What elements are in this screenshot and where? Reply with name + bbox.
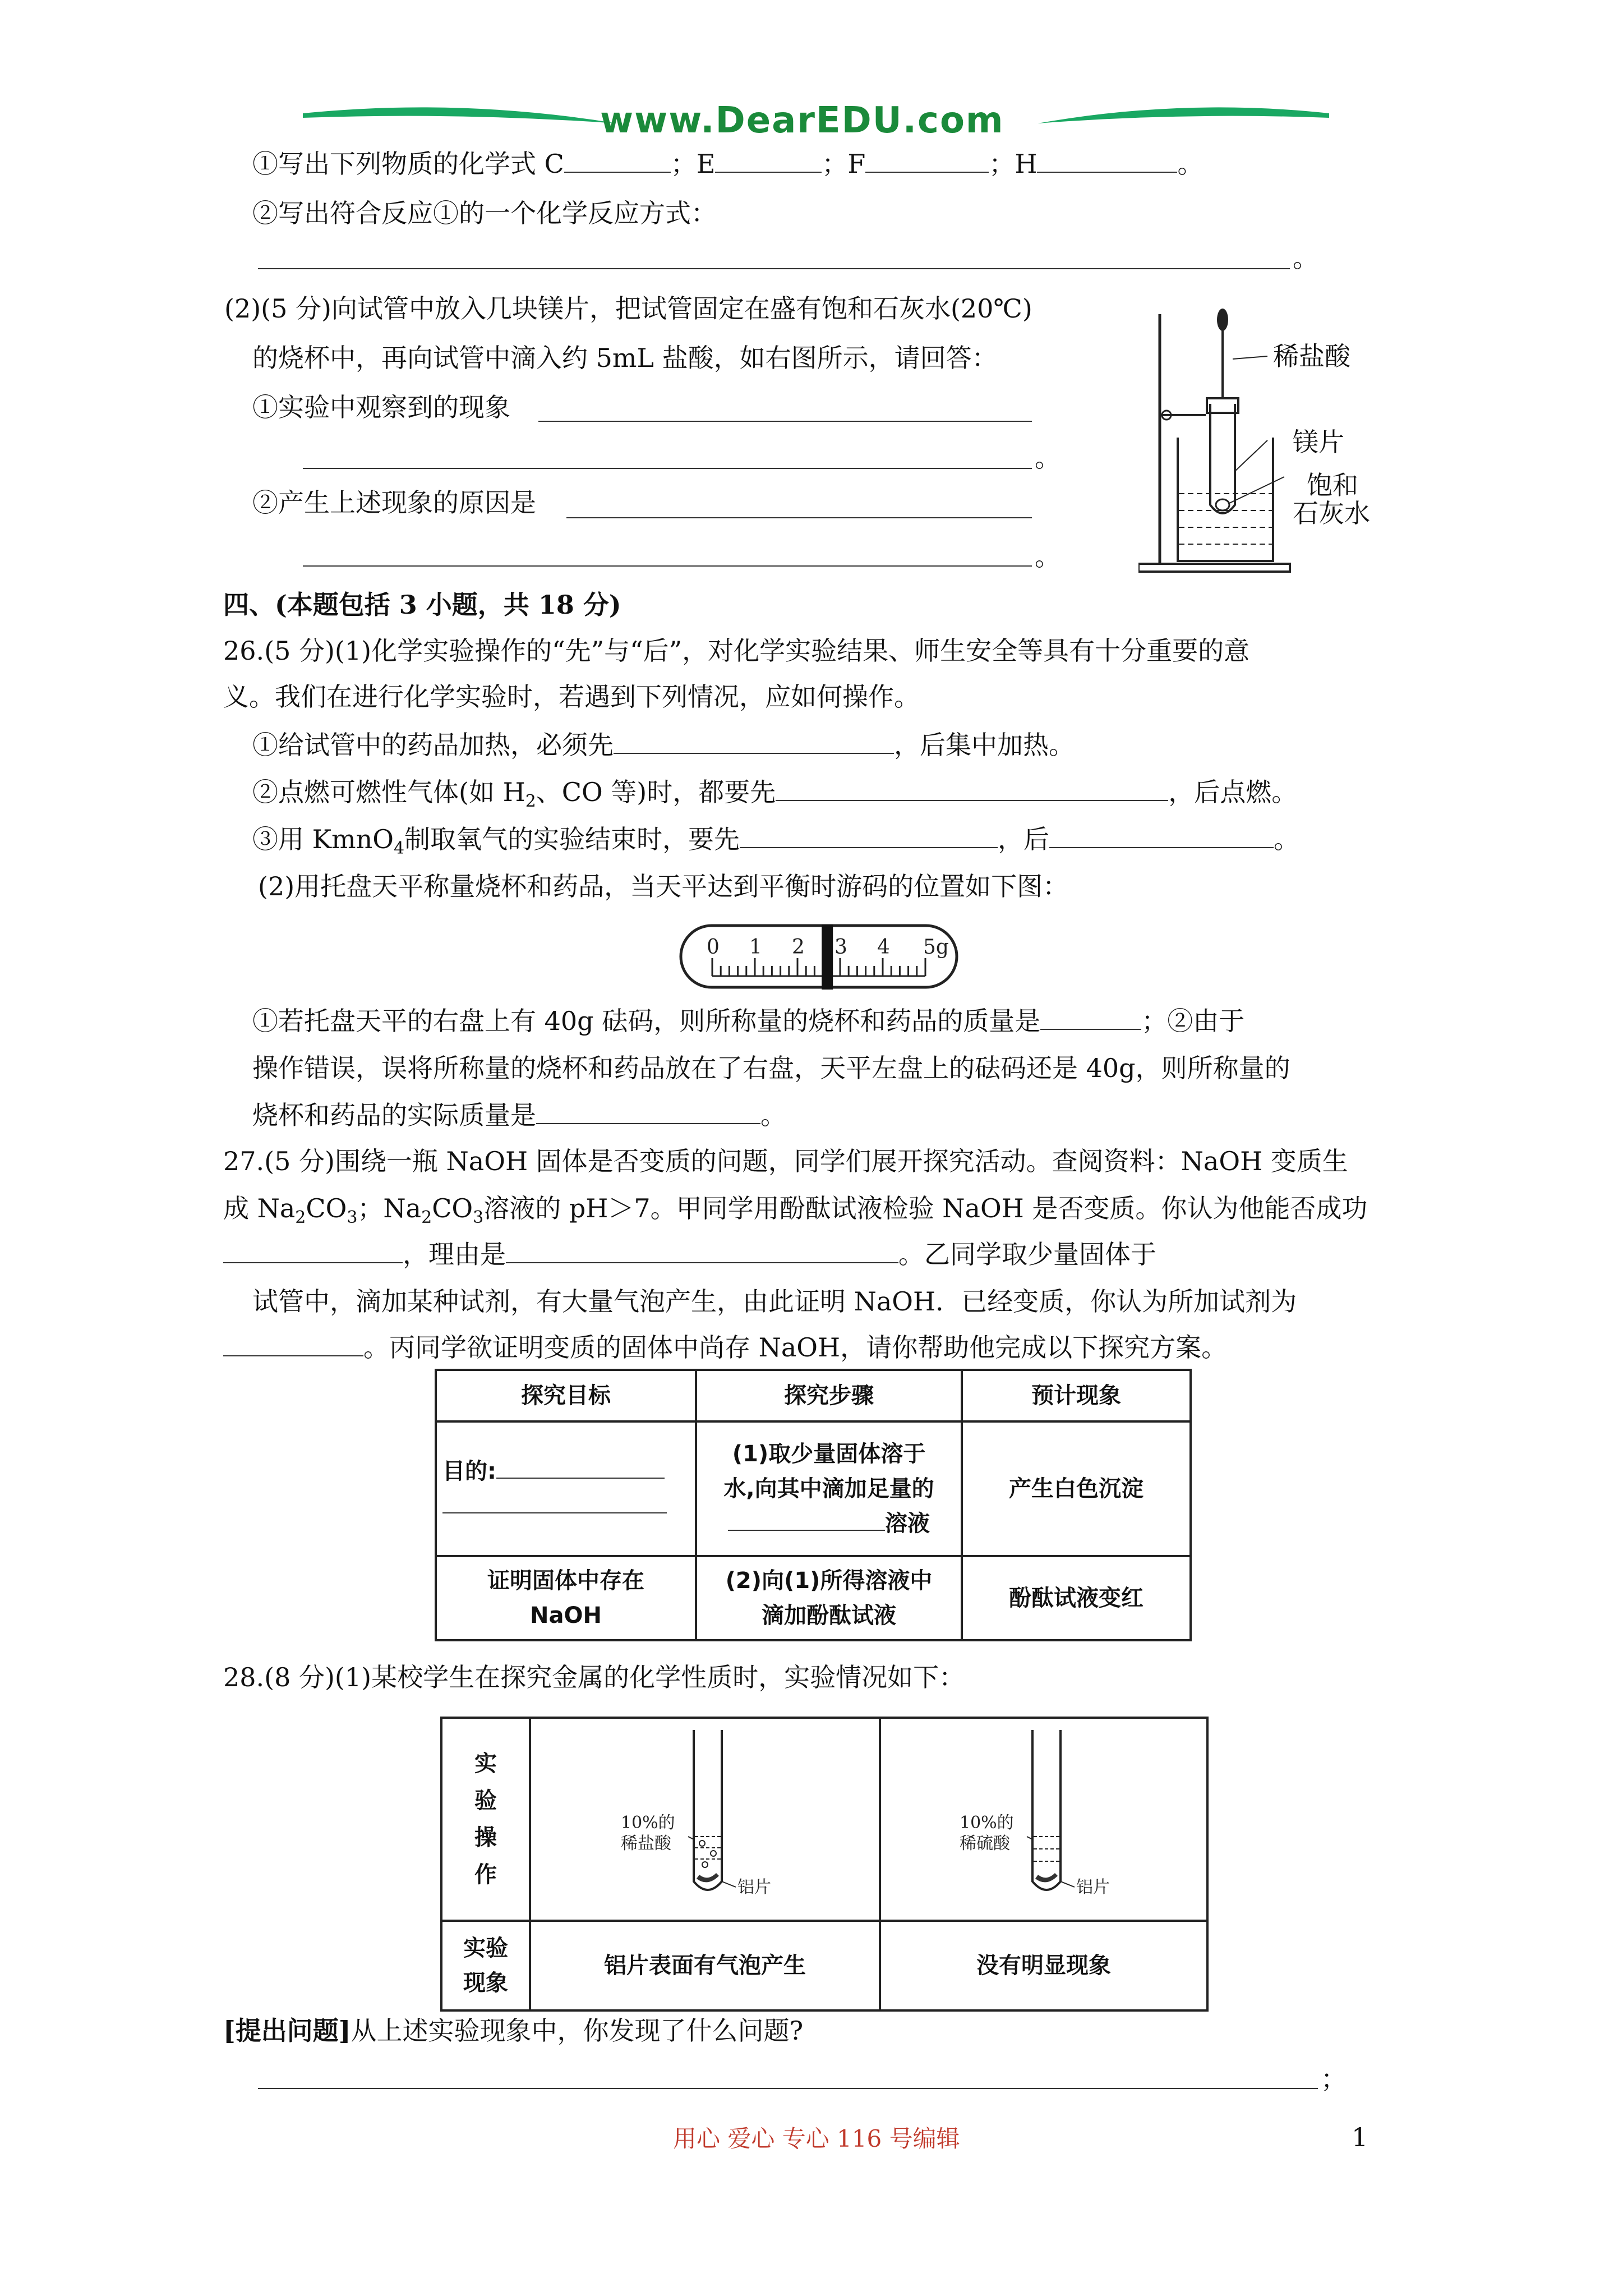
- scale-tick-label: 2: [792, 936, 805, 959]
- q26-line8: 操作错误，误将所称量的烧杯和药品放在了右盘，天平左盘上的砝码还是 40g，则所称量的: [252, 1053, 1290, 1083]
- q25-p2-line6-end: 。: [1035, 541, 1061, 572]
- q26-line3: ①给试管中的药品加热，必须先 ，后集中加热。: [252, 728, 1075, 762]
- q25-p2-line3: ①实验中观察到的现象: [252, 392, 510, 422]
- q27-line4: 试管中，滴加某种试剂，有大量气泡产生，由此证明 NaOH．已经变质，你认为所加试剂为: [252, 1286, 1297, 1317]
- q25-line2: ②写出符合反应①的一个化学反应方式：: [252, 198, 717, 228]
- q27-r1-step: (1)取少量固体溶于 水,向其中滴加足量的 溶液: [696, 1421, 962, 1556]
- q28-line1: 28.(8 分)(1)某校学生在探究金属的化学性质时，实验情况如下：: [223, 1662, 965, 1692]
- balance-rider-scale: [679, 920, 959, 993]
- header-swoosh-left: [303, 101, 617, 135]
- q26-line6: (2)用托盘天平称量烧杯和药品，当天平达到平衡时游码的位置如下图：: [258, 871, 1069, 901]
- q27-th-step: 探究步骤: [696, 1370, 962, 1421]
- scale-tick-label: 4: [877, 936, 890, 959]
- left-fig-label3: 铝片: [737, 1878, 771, 1897]
- q25-line3-end: 。: [1293, 243, 1318, 273]
- q25-p2-blank3: [566, 517, 1032, 518]
- q27-r2-step: (2)向(1)所得溶液中 滴加酚酞试液: [696, 1556, 962, 1640]
- q28-res-right: 没有明显现象: [880, 1921, 1207, 2010]
- fig-label-acid: 稀盐酸: [1273, 341, 1350, 371]
- q27-table: [435, 1369, 1192, 1641]
- q28-answer-line: [258, 2088, 1318, 2089]
- q28-op-right: [880, 1718, 1207, 1921]
- q28-question: [提出问题]从上述实验现象中，你发现了什么问题?: [223, 2016, 804, 2046]
- q27-r1-goal: 目的:: [436, 1421, 696, 1556]
- right-fig-label2: 稀硫酸: [960, 1834, 1010, 1853]
- header-logo: www.DearEDU.com: [600, 100, 1004, 141]
- q27-line5: 。丙同学欲证明变质的固体中尚存 NaOH，请你帮助他完成以下探究方案。: [223, 1331, 1227, 1364]
- q25-p2-line4-end: 。: [1035, 443, 1061, 473]
- test-tube-hcl: [537, 1719, 873, 1910]
- q28-res-left: 铝片表面有气泡产生: [530, 1921, 880, 2010]
- q25-p2-line5: ②产生上述现象的原因是: [252, 487, 536, 518]
- fig-label-sat: 饱和: [1307, 470, 1358, 500]
- q28-op-label: 实 验 操 作: [441, 1718, 530, 1921]
- q27-line1: 27.(5 分)围绕一瓶 NaOH 固体是否变质的问题，同学们展开探究活动。查阅资料：NaOH 变质生: [223, 1146, 1348, 1176]
- q26-line9: 烧杯和药品的实际质量是 。: [252, 1098, 786, 1132]
- q26-line1: 26.(5 分)(1)化学实验操作的“先”与“后”，对化学实验结果、师生安全等具有十分重要的意: [223, 636, 1250, 666]
- q28-res-label: 实验 现象: [441, 1921, 530, 2010]
- q26-line7: ①若托盘天平的右盘上有 40g 砝码，则所称量的烧杯和药品的质量是 ；②由于: [252, 1004, 1244, 1038]
- fig-label-lime: 石灰水: [1293, 498, 1370, 528]
- q28-op-left: [530, 1718, 880, 1921]
- q25-p2-blank4: [303, 565, 1032, 567]
- fig-label-mg: 镁片: [1293, 427, 1344, 457]
- scale-tick-label: 5g: [923, 936, 949, 959]
- test-tube-h2so4: [887, 1719, 1201, 1910]
- q25-p2-blank1: [538, 421, 1032, 422]
- q27-line2: 成 $Na_2CO_3$；$Na_2CO_3$溶液的 pH＞7。甲同学用酚酞试液检验 NaOH 是否变质。你认为他能否成功: [223, 1193, 1368, 1228]
- q25-p2-line1: (2)(5 分)向试管中放入几块镁片，把试管固定在盛有饱和石灰水(20℃): [224, 293, 1032, 324]
- scale-tick-label: 0: [707, 936, 720, 959]
- header-swoosh-right: [1038, 101, 1329, 135]
- footer-text: 用心 爱心 专心 116 号编辑: [673, 2125, 960, 2152]
- scale-tick-label: 1: [749, 936, 762, 959]
- q27-line3: ，理由是 。乙同学取少量固体于: [223, 1237, 1156, 1271]
- right-fig-label1: 10%的: [960, 1813, 1014, 1833]
- q25-p2-blank2: [303, 468, 1032, 469]
- q25-line1: ①写出下列物质的化学式 C ；E ；F ；H 。: [252, 147, 1203, 181]
- q27-r1-result: 产生白色沉淀: [962, 1421, 1191, 1556]
- q26-line5: ③用 KmnO$_4$制取氧气的实验结束时，要先 ，后 。: [252, 822, 1299, 866]
- left-fig-label1: 10%的: [621, 1813, 675, 1833]
- left-fig-label2: 稀盐酸: [621, 1834, 671, 1853]
- q26-line4: ②点燃可燃性气体(如 $H_2$、CO 等)时，都要先 ，后点燃。: [252, 775, 1297, 818]
- page-number: 1: [1352, 2122, 1368, 2152]
- scale-tick-label: 3: [834, 936, 847, 959]
- q27-r2-goal: 证明固体中存在 NaOH: [436, 1556, 696, 1640]
- right-fig-label3: 铝片: [1076, 1878, 1110, 1897]
- q28-table: [440, 1717, 1209, 2012]
- q28-end: ；: [1321, 2064, 1347, 2094]
- q25-p2-line2: 的烧杯中，再向试管中滴入约 5mL 盐酸，如右图所示，请回答：: [252, 343, 998, 373]
- q26-line2: 义。我们在进行化学实验时，若遇到下列情况，应如何操作。: [223, 682, 920, 712]
- q27-th-goal: 探究目标: [436, 1370, 696, 1421]
- apparatus-figure: [1138, 303, 1396, 578]
- q27-r2-result: 酚酞试液变红: [962, 1556, 1191, 1640]
- q27-th-result: 预计现象: [962, 1370, 1191, 1421]
- q25-answer-line: [258, 268, 1290, 269]
- section4-title: 四、(本题包括 3 小题，共 18 分): [223, 590, 621, 620]
